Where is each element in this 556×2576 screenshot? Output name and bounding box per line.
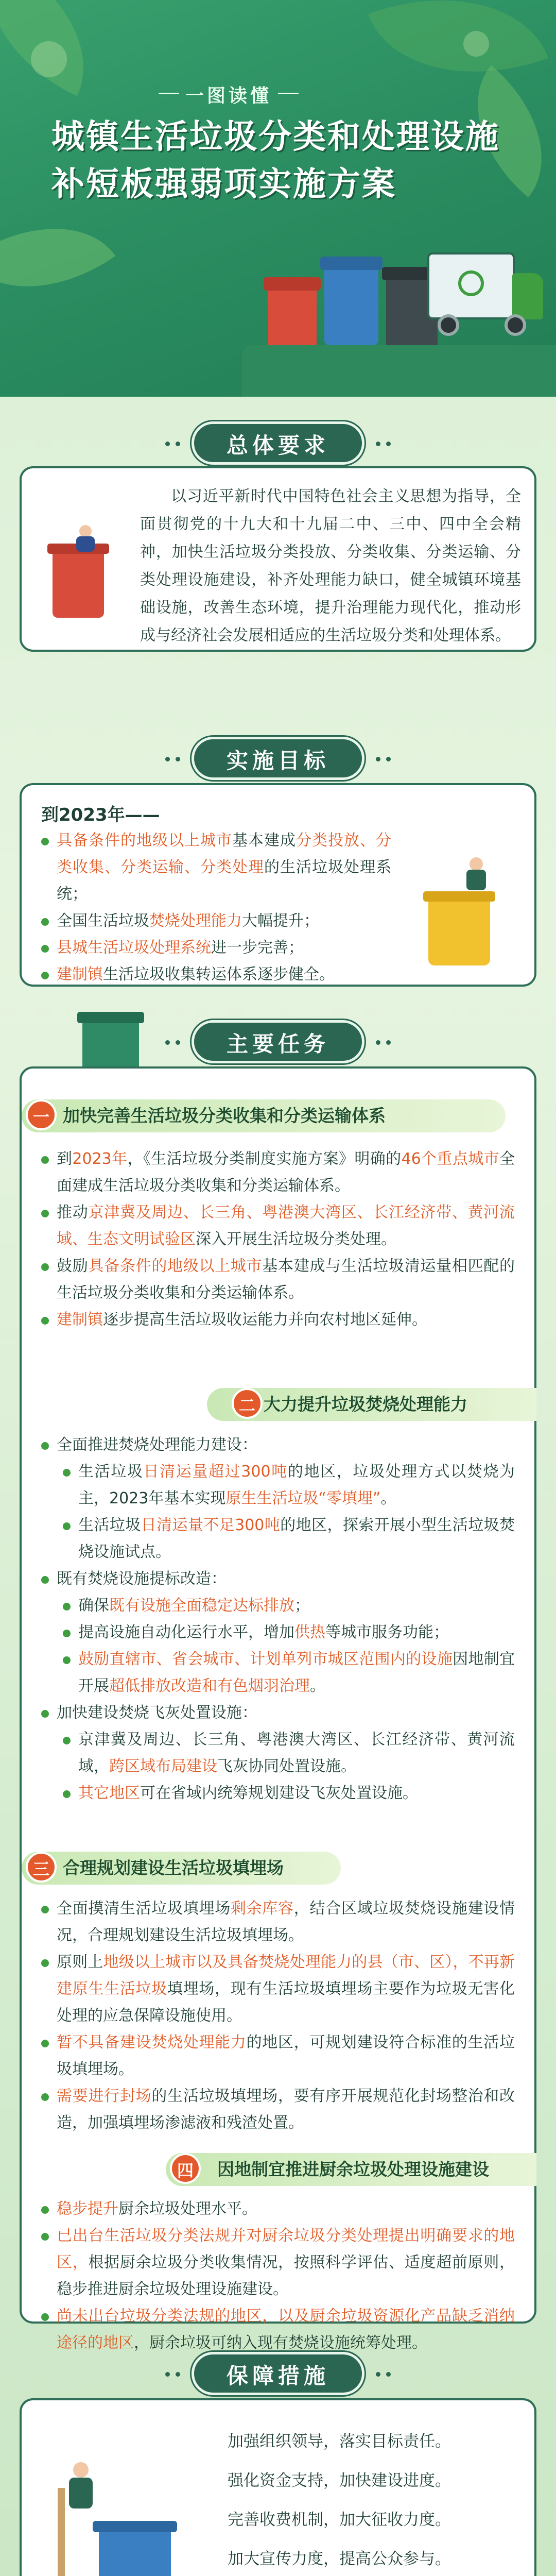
- highlight-text: 鼓励直辖市、省会城市、计划单列市城区范围内的设施: [78, 1650, 453, 1668]
- body-text: 厨余垃圾处理水平。: [118, 2200, 257, 2218]
- highlight-text: 其它地区: [78, 1784, 140, 1802]
- body-text: 确保: [78, 1597, 109, 1615]
- safeguards-box: [20, 2398, 536, 2576]
- highlight-text: 原生生活垃圾“零填埋”: [225, 1489, 381, 1507]
- ground-strip: [242, 345, 556, 397]
- body-text: ，《生活垃圾分类制度实施方案》明确的: [127, 1150, 402, 1168]
- leaf-decoration: [0, 189, 115, 327]
- goals-lead: 到2023年——: [41, 805, 160, 825]
- task2-title: 大力提升垃圾焚烧处理能力: [264, 1394, 467, 1414]
- body-text: 。: [380, 1489, 396, 1507]
- body-text: 根据厨余垃圾分类收集情况，按照科学评估、适度超前原则，稳步推进厨余垃圾处理设施建设。: [57, 2253, 515, 2298]
- task3-header: [22, 1852, 341, 1885]
- task2-group1-head: 全面推进焚烧处理能力建设：: [41, 1432, 515, 1459]
- task2-g2-item: [63, 1646, 515, 1700]
- body-text: 的生活垃圾处理系统；: [57, 858, 391, 903]
- task3-item: [41, 1895, 515, 1949]
- task3-item: [41, 2083, 515, 2137]
- body-text: 的地区，垃圾处理方式以焚烧为主，2023年基本实现: [78, 1463, 515, 1507]
- body-text: 鼓励: [57, 1257, 89, 1275]
- highlight-text: 京津冀及周边、长三角、粤港澳大湾区、长江经济带、黄河流域、生态文明试验区: [57, 1204, 515, 1248]
- bubble-decoration: [463, 31, 489, 57]
- highlight-text: 建制镇: [57, 965, 103, 984]
- body-text: 生活垃圾收集转运体系逐步健全。: [103, 965, 335, 984]
- red-bin-icon: [268, 289, 317, 350]
- highlight-text: 剩余库容: [230, 1900, 294, 1918]
- blue-bin-icon: [324, 268, 378, 345]
- task3-number: 三: [26, 1852, 57, 1883]
- task4-item: [41, 2196, 515, 2223]
- task1-item: [41, 1307, 515, 1333]
- goal-item: [41, 908, 391, 935]
- goal-item: [41, 935, 391, 961]
- body-text: 生活垃圾: [78, 1516, 141, 1534]
- garbage-truck-icon: [427, 242, 546, 340]
- body-text: 逐步提高生活垃圾收运能力并向农村地区延伸。: [103, 1311, 427, 1329]
- overall-text: 以习近平新时代中国特色社会主义思想为指导，全面贯彻党的十九大和十九届二中、三中、四中全会精神，加快生活垃圾分类投放、分类收集、分类运输、分类处理设施建设，补齐处理能力缺口，健全城镇环境基础设施，改善生态环境，提升治理能力现代化，推动形成与经济社会发展相适应的生活垃圾分类和处理体系。: [140, 487, 521, 645]
- task3-item: [41, 2029, 515, 2083]
- highlight-text: 暂不具备建设焚烧处理能力: [57, 2033, 247, 2052]
- header-banner: [0, 0, 556, 397]
- body-text: 可在省域内统筹规划建设飞灰处置设施。: [140, 1784, 418, 1802]
- highlight-text: 具备条件的地级以上城市: [88, 1257, 263, 1275]
- section-title-tasks: 主要任务: [192, 1020, 364, 1063]
- body-text: 进一步完善；: [211, 939, 304, 957]
- task4-list: [41, 2196, 515, 2357]
- goal-item: [41, 961, 391, 988]
- safeguard-item: 加大宣传力度，提高公众参与。: [228, 2550, 451, 2568]
- recycle-bin-icon: [413, 857, 516, 965]
- highlight-text: 日清运量超过300吨: [143, 1463, 288, 1481]
- task1-title: 加快完善生活垃圾分类收集和分类运输体系: [63, 1106, 386, 1126]
- highlight-text: 需要进行封场: [57, 2087, 152, 2105]
- body-text: 推动: [57, 1204, 89, 1222]
- bubble-decoration: [31, 41, 67, 77]
- highlight-text: 尚未出台垃圾分类法规的地区，以及厨余垃圾资源化产品缺乏消纳途径的地区: [57, 2307, 515, 2352]
- task1-item: [41, 1146, 515, 1199]
- task3-list: [41, 1895, 515, 2137]
- body-text: 等城市服务功能；: [325, 1623, 449, 1641]
- leaf-decoration: [368, 0, 548, 111]
- body-text: 大幅提升；: [242, 912, 319, 930]
- body-text: 的地区，可规划建设符合标准的生活垃圾填埋场。: [57, 2033, 515, 2078]
- body-text: 提高设施自动化运行水平，增加: [78, 1623, 294, 1641]
- task4-title: 因地制宜推进厨余垃圾处理设施建设: [217, 2159, 489, 2179]
- task2-g1-item: [63, 1512, 515, 1566]
- bin-illustration-icon: [47, 525, 114, 618]
- goals-box: [20, 783, 536, 987]
- safeguards-list: [228, 2422, 516, 2576]
- highlight-text: 建制镇: [57, 1311, 103, 1329]
- body-text: 填埋场，现有生活垃圾填埋场主要作为垃圾无害化处理的应急保障设施使用。: [57, 1980, 515, 2025]
- task2-group3-list: [63, 1726, 515, 1807]
- page-title: 城镇生活垃圾分类和处理设施补短板强弱项实施方案: [51, 118, 500, 204]
- body-text: 基本建成与生活垃圾清运量相匹配的生活垃圾分类收集和分类运输体系。: [57, 1257, 515, 1302]
- body-text: 的生活垃圾填埋场，要有序开展规范化封场整治和改造，加强填埋场渗滤液和残渣处置。: [57, 2087, 515, 2132]
- tasks-box: [20, 1066, 536, 2352]
- body-text: 京津冀及周边、长三角、粤港澳大湾区、长江经济带、黄河流域，: [78, 1731, 515, 1775]
- body-text: 因地制宜开展: [78, 1650, 515, 1695]
- section-title-overall: 总体要求: [192, 421, 364, 465]
- task2-g2-item: [63, 1592, 515, 1619]
- highlight-text: 焚烧处理能力: [149, 912, 242, 930]
- goal-item: [41, 827, 391, 908]
- body-text: 到: [57, 1150, 73, 1168]
- task2-group2-head: 既有焚烧设施提标改造：: [41, 1566, 515, 1592]
- safeguard-item: 强化资金支持，加快建设进度。: [228, 2471, 451, 2490]
- highlight-text: 既有设施全面稳定达标排放: [109, 1597, 294, 1615]
- highlight-text: 跨区域布局建设: [109, 1757, 217, 1775]
- highlight-text: 地级以上城市以及具备焚烧处理能力的县（市、区），不再新建原生生活垃圾: [57, 1953, 515, 1998]
- highlight-text: 县城生活垃圾处理系统: [57, 939, 211, 957]
- body-text: 飞灰协同处置设施。: [217, 1757, 356, 1775]
- body-text: 全面建成生活垃圾分类收集和分类运输体系。: [57, 1150, 515, 1195]
- task2-g3-item: [63, 1726, 515, 1780]
- worker-bin-icon: [53, 2457, 186, 2576]
- body-text: 基本建成: [232, 832, 296, 850]
- task2-group3-head: 加快建设焚烧飞灰处置设施：: [41, 1700, 515, 1726]
- task2-g1-item: [63, 1459, 515, 1512]
- body-text: ，厨余垃圾可纳入现有焚烧设施统筹处理。: [134, 2334, 427, 2352]
- safeguard-item: 加强组织领导，落实目标责任。: [228, 2432, 451, 2451]
- task1-number: 一: [26, 1099, 57, 1130]
- highlight-text: 超低排放改造和有色烟羽治理: [109, 1677, 310, 1695]
- highlight-text: 2023年: [72, 1150, 128, 1168]
- task1-item: [41, 1199, 515, 1253]
- task3-title: 合理规划建设生活垃圾填埋场: [63, 1858, 284, 1878]
- highlight-text: 已出台生活垃圾分类法规并对厨余垃圾分类处理提出明确要求的地区，: [57, 2227, 515, 2272]
- task2-g2-item: [63, 1619, 515, 1646]
- highlight-text: 稳步提升: [57, 2200, 118, 2218]
- body-text: 全国生活垃圾: [57, 912, 149, 930]
- body-text: 全面摸清生活垃圾填埋场: [57, 1900, 231, 1918]
- body-text: 的地区，探索开展小型生活垃圾焚烧设施试点。: [78, 1516, 515, 1561]
- overall-box: [20, 466, 536, 652]
- task1-item: [41, 1253, 515, 1307]
- highlight-text: 46个重点城市: [401, 1150, 499, 1168]
- highlight-text: 供热: [294, 1623, 325, 1641]
- task2-group1-list: [63, 1459, 515, 1566]
- task2-group2-list: [63, 1592, 515, 1700]
- safeguard-item: 完善收费机制，加大征收力度。: [228, 2511, 451, 2529]
- task4-item: [41, 2303, 515, 2357]
- task1-header: [22, 1099, 506, 1132]
- section-title-goals: 实施目标: [192, 737, 364, 780]
- task4-header: [166, 2153, 536, 2186]
- goals-list: [41, 827, 391, 988]
- task4-number: 四: [170, 2153, 201, 2184]
- section-title-safeguards: 保障措施: [192, 2352, 364, 2395]
- task2-content: [41, 1432, 515, 1807]
- header-subtitle: 一图读懂: [185, 81, 272, 108]
- task2-number: 二: [232, 1388, 263, 1419]
- task2-g3-item: [63, 1780, 515, 1807]
- body-text: 深入开展生活垃圾分类处理。: [196, 1230, 396, 1248]
- body-text: ，结合区域垃圾焚烧设施建设情况，合理规划建设生活垃圾填埋场。: [57, 1900, 515, 1944]
- highlight-text: 分类投放、分类收集、分类运输、分类处理: [57, 832, 391, 876]
- body-text: 。: [310, 1677, 325, 1695]
- body-text: 生活垃圾: [78, 1463, 144, 1481]
- task1-list: [41, 1146, 515, 1333]
- body-text: 原则上: [57, 1953, 103, 1971]
- body-text: ；: [294, 1597, 310, 1615]
- highlight-text: 具备条件的地级以上城市: [57, 832, 232, 850]
- highlight-text: 日清运量不足300吨: [141, 1516, 281, 1534]
- task3-item: [41, 1949, 515, 2029]
- task4-item: [41, 2223, 515, 2303]
